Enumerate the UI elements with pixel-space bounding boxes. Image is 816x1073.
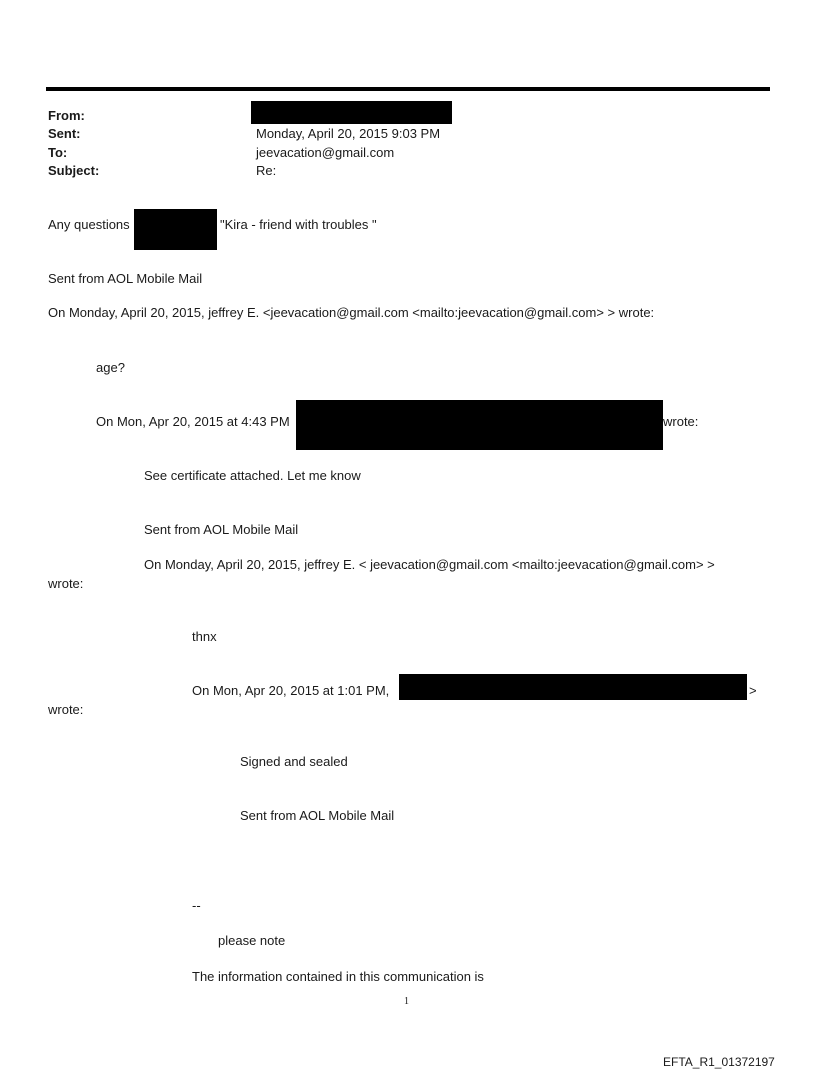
signature-separator: --	[192, 898, 201, 913]
page-number: 1	[404, 996, 409, 1007]
body-thnx: thnx	[192, 629, 217, 644]
quote-header-2: On Mon, Apr 20, 2015 at 4:43 PM	[96, 414, 290, 429]
subject-value: Re:	[256, 163, 277, 178]
body-signed-sealed: Signed and sealed	[240, 754, 348, 769]
body-certificate: See certificate attached. Let me know	[144, 468, 361, 483]
quote-header-4-wrote: wrote:	[48, 702, 84, 717]
to-value: jeevacation@gmail.com	[256, 145, 395, 160]
quote-header-2-wrote: wrote:	[663, 414, 699, 429]
from-label: From:	[48, 108, 85, 123]
subject-label: Subject:	[48, 163, 100, 178]
quote-header-3: On Monday, April 20, 2015, jeffrey E. < jeevacation@gmail.com <mailto:jeevacation@gmail.com> >	[144, 557, 715, 572]
quote-header-4-bracket: >	[749, 683, 757, 698]
redaction-quote-4	[399, 674, 747, 700]
redaction-quote-2	[296, 400, 663, 450]
quote-header-1: On Monday, April 20, 2015, jeffrey E. <jeevacation@gmail.com <mailto:jeevacation@gmail.com> > wrote:	[48, 305, 655, 320]
quote-header-3-wrote: wrote:	[48, 576, 84, 591]
signature-aol-1: Sent from AOL Mobile Mail	[48, 271, 203, 286]
body-please-note: please note	[218, 933, 286, 948]
quote-header-4: On Mon, Apr 20, 2015 at 1:01 PM,	[192, 683, 390, 698]
signature-aol-3: Sent from AOL Mobile Mail	[240, 808, 395, 823]
signature-aol-2: Sent from AOL Mobile Mail	[144, 522, 299, 537]
body-information: The information contained in this communication is	[192, 969, 484, 984]
sent-value: Monday, April 20, 2015 9:03 PM	[256, 126, 441, 141]
to-label: To:	[48, 145, 68, 160]
redaction-body-1	[134, 209, 217, 250]
bates-number: EFTA_R1_01372197	[663, 1055, 775, 1069]
body-kira: "Kira - friend with troubles "	[220, 217, 377, 232]
header-rule	[46, 87, 770, 91]
redaction-from	[251, 101, 452, 124]
body-any-questions: Any questions	[48, 217, 130, 232]
body-age: age?	[96, 360, 125, 375]
sent-label: Sent:	[48, 126, 81, 141]
